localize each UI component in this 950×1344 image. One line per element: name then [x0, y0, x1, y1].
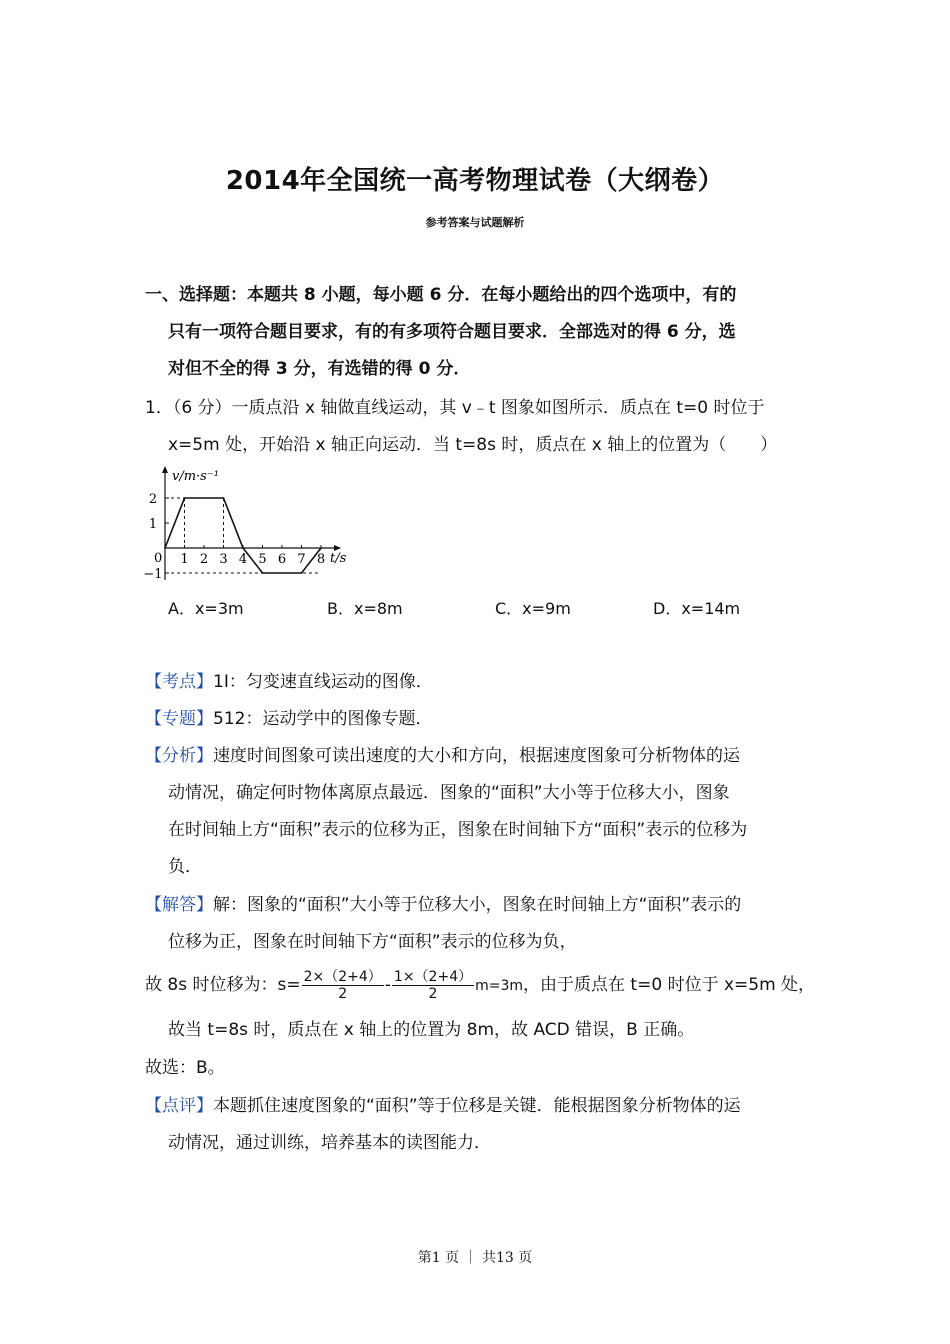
fenxi-line-2: 动情况，确定何时物体离原点最远．图象的“面积”大小等于位移大小，图象	[168, 783, 730, 803]
option-a[interactable]: A．x=3m	[168, 599, 244, 618]
x-tick-label: 5	[258, 552, 267, 567]
formula-prefix: 故 8s 时位移为：s=	[145, 975, 301, 995]
jieda-line-2: 位移为正，图象在时间轴下方“面积”表示的位移为负，	[168, 932, 577, 952]
page-title: 2014年全国统一高考物理试卷（大纲卷）	[225, 166, 725, 196]
fraction-1-denominator: 2	[338, 985, 348, 1002]
section-heading-line-2: 只有一项符合题目要求，有的有多项符合题目要求．全部选对的得 6 分，选	[168, 322, 736, 342]
zhuanti-row	[145, 707, 432, 731]
data-point	[301, 572, 303, 574]
page-footer: 第1 页 ｜ 共13 页	[417, 1250, 533, 1266]
fraction-2-denominator: 2	[428, 985, 438, 1002]
fenxi-row	[145, 744, 740, 768]
dianping-line-2: 动情况，通过训练，培养基本的读图能力．	[168, 1133, 491, 1153]
x-tick-label: 7	[297, 552, 306, 567]
y-tick-label: 1	[148, 517, 158, 532]
fraction-1	[302, 969, 384, 1002]
jieda-row	[145, 893, 741, 917]
dianping-line-1: 本题抓住速度图象的“面积”等于位移是关键．能根据图象分析物体的运	[213, 1096, 741, 1116]
option-d[interactable]: D．x=14m	[653, 599, 741, 618]
kaodian-text: 1I：匀变速直线运动的图像．	[213, 672, 433, 692]
fenxi-line-4: 负．	[168, 857, 202, 877]
x-tick-label: 8	[316, 552, 326, 567]
formula-row	[145, 967, 815, 1004]
jieda-line-1: 解：图象的“面积”大小等于位移大小，图象在时间轴上方“面积”表示的	[213, 895, 742, 915]
origin-label: 0	[154, 551, 163, 566]
data-point	[242, 547, 244, 549]
data-point	[320, 547, 322, 549]
dianping-tag: 【点评】	[145, 1096, 213, 1116]
jieda-line-4: 故当 t=8s 时，质点在 x 轴上的位置为 8m，故 ACD 错误，B 正确。	[168, 1020, 695, 1040]
zhuanti-text: 512：运动学中的图像专题．	[213, 709, 433, 729]
section-heading-line-1: 一、选择题：本题共 8 小题，每小题 6 分．在每小题给出的四个选项中，有的	[145, 285, 737, 305]
y-tick-label: −1	[143, 567, 163, 582]
kaodian-tag: 【考点】	[145, 672, 213, 692]
jieda-tag: 【解答】	[145, 895, 213, 915]
y-axis-arrow	[162, 466, 168, 473]
page-subtitle: 参考答案与试题解析	[425, 216, 525, 229]
fenxi-line-1: 速度时间图象可读出速度的大小和方向，根据速度图象可分析物体的运	[213, 746, 740, 766]
option-c[interactable]: C．x=9m	[495, 599, 571, 618]
formula-minus: -	[384, 975, 391, 995]
fraction-1-numerator: 2×（2+4）	[303, 968, 382, 985]
x-tick-label: 6	[277, 552, 287, 567]
x-tick-label: 4	[238, 552, 248, 567]
zhuanti-tag: 【专题】	[145, 709, 213, 729]
dianping-row	[145, 1094, 741, 1118]
fenxi-line-3: 在时间轴上方“面积”表示的位移为正，图象在时间轴下方“面积”表示的位移为	[168, 820, 748, 840]
x-tick-label: 1	[180, 552, 189, 567]
y-axis-label: v/m·s⁻¹	[172, 469, 219, 484]
section-heading-line-3: 对但不全的得 3 分，有选错的得 0 分．	[168, 359, 471, 379]
x-tick-label: 2	[199, 552, 209, 567]
data-point	[223, 497, 225, 499]
velocity-time-graph	[140, 462, 370, 590]
y-tick-label: 2	[148, 492, 158, 507]
choice-line: 故选：B。	[145, 1058, 225, 1078]
x-tick-label: 3	[219, 552, 228, 567]
question-1-line-2: x=5m 处，开始沿 x 轴正向运动．当 t=8s 时，质点在 x 轴上的位置为（ ）	[168, 435, 778, 455]
option-b[interactable]: B．x=8m	[327, 599, 403, 618]
fraction-2	[392, 969, 474, 1002]
data-point	[184, 497, 186, 499]
x-axis-label: t/s	[330, 551, 347, 566]
formula-result: m=3m	[475, 978, 524, 994]
question-1-line-1: 1．（6 分）一质点沿 x 轴做直线运动，其 v﹣t 图象如图所示．质点在 t=0 时位于	[145, 398, 765, 418]
fraction-2-numerator: 1×（2+4）	[393, 968, 473, 985]
kaodian-row	[145, 670, 433, 694]
formula-suffix: ，由于质点在 t=0 时位于 x=5m 处，	[523, 975, 816, 995]
data-point	[164, 547, 166, 549]
data-point	[262, 572, 264, 574]
fenxi-tag: 【分析】	[145, 746, 213, 766]
